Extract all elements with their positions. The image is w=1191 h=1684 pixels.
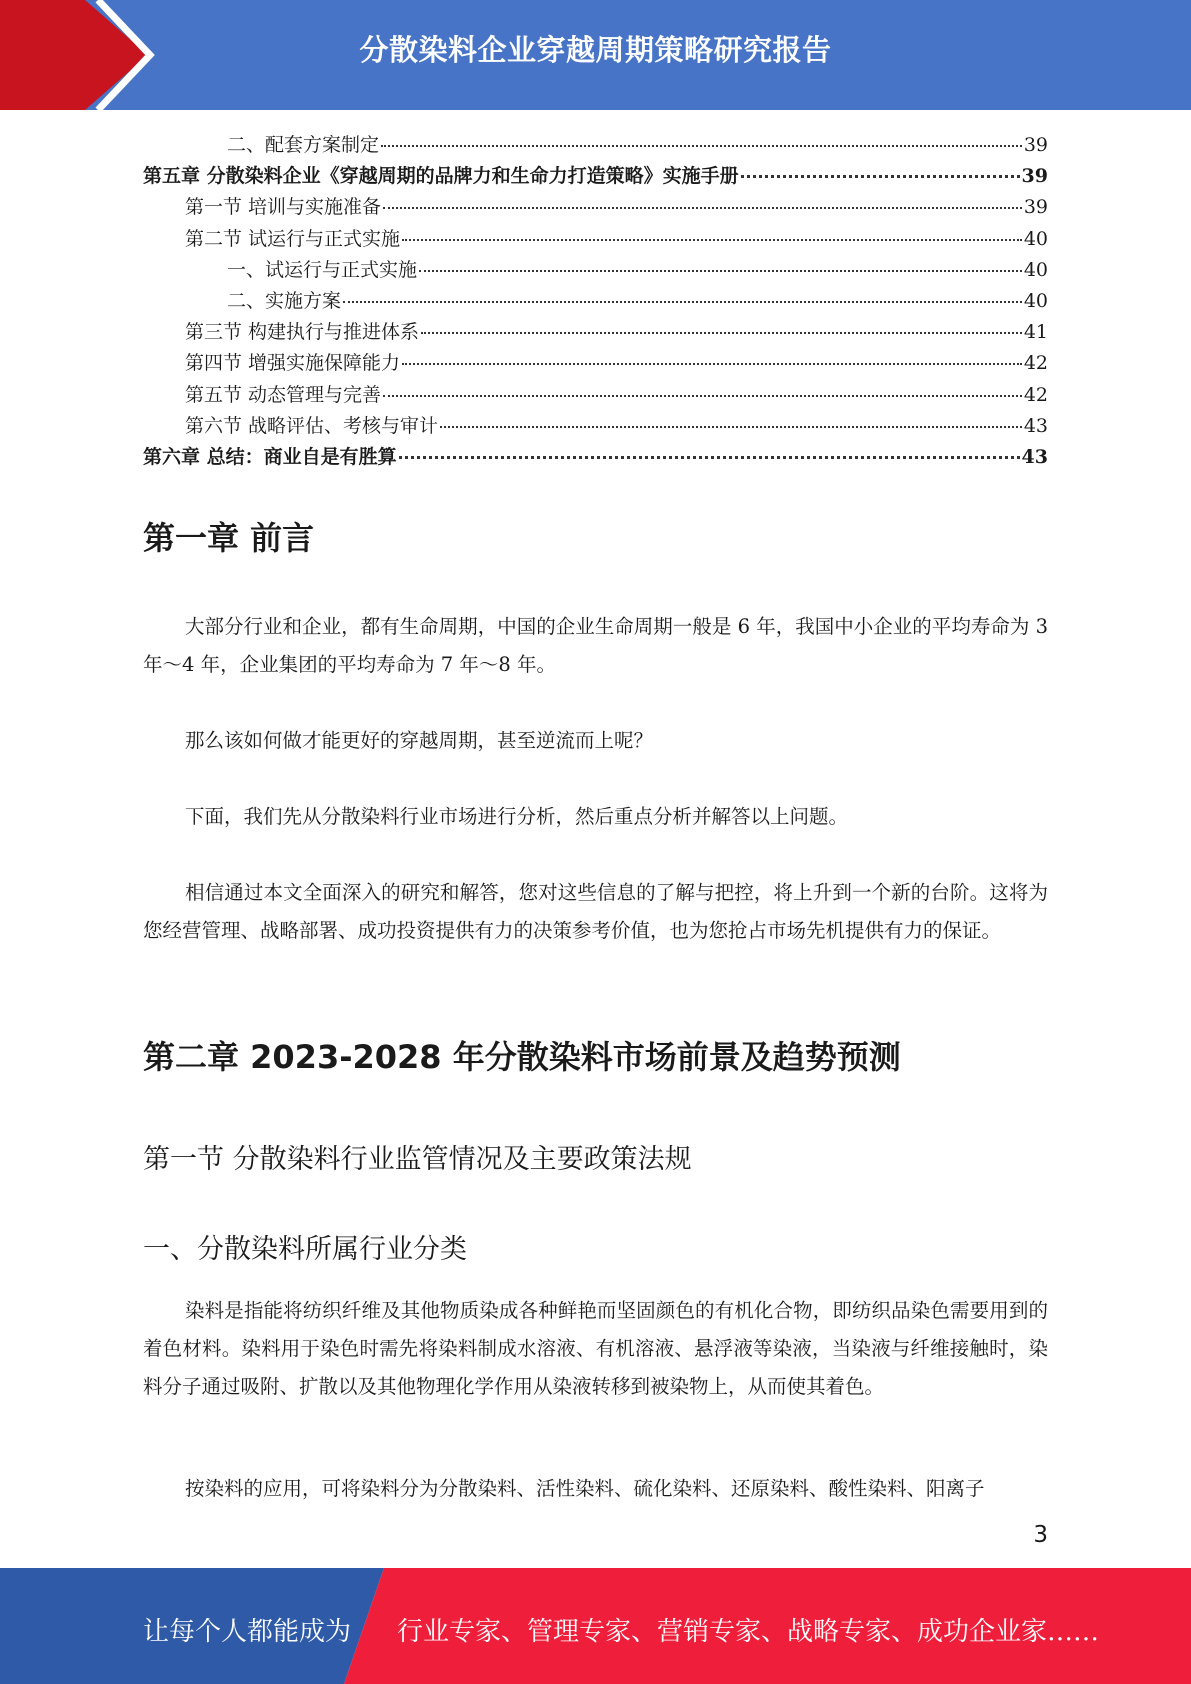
toc-entry-title: 二、实施方案 [227, 289, 342, 312]
toc-entry[interactable] [143, 224, 1048, 255]
toc-entry[interactable] [143, 317, 1048, 348]
page-footer [0, 1568, 1191, 1684]
toc-leader-dots [402, 239, 1022, 241]
toc-entry-page: 42 [1023, 383, 1048, 406]
body-paragraph: 相信通过本文全面深入的研究和解答，您对这些信息的了解与把控，将上升到一个新的台阶。这将为您经营管理、战略部署、成功投资提供有力的决策参考价值，也为您抢占市场先机提供有力的保证。 [143, 881, 1048, 942]
toc-leader-dots [399, 456, 1020, 459]
toc-leader-dots [402, 363, 1022, 365]
toc-entry[interactable] [143, 348, 1048, 379]
toc-entry[interactable] [143, 442, 1048, 473]
toc-leader-dots [383, 207, 1022, 209]
toc-entry[interactable] [143, 255, 1048, 286]
toc-entry-title: 第五章 分散染料企业《穿越周期的品牌力和生命力打造策略》实施手册 [143, 165, 739, 188]
toc-entry-page: 40 [1023, 289, 1048, 312]
section-heading: 第一节 分散染料行业监管情况及主要政策法规 [143, 1144, 692, 1175]
toc-leader-dots [381, 145, 1022, 147]
toc-entry[interactable] [143, 411, 1048, 442]
body-paragraph: 大部分行业和企业，都有生命周期，中国的企业生命周期一般是 6 年，我国中小企业的平均寿命为 3 年～4 年，企业集团的平均寿命为 7 年～8 年。 [143, 615, 1048, 676]
toc-leader-dots [383, 395, 1022, 397]
toc-entry-title: 第三节 构建执行与推进体系 [185, 321, 420, 344]
toc-entry-title: 第六节 战略评估、考核与审计 [185, 414, 439, 437]
body-paragraph: 染料是指能将纺织纤维及其他物质染成各种鲜艳而坚固颜色的有机化合物，即纺织品染色需要用到的着色材料。染料用于染色时需先将染料制成水溶液、有机溶液、悬浮液等染液，当染液与纤维接触时，染料分子通过吸附、扩散以及其他物理化学作用从染液转移到被染物上，从而使其着色。 [143, 1299, 1048, 1398]
chapter-heading: 第一章 前言 [143, 519, 315, 557]
footer-slogan-right: 行业专家、管理专家、营销专家、战略专家、成功企业家…… [397, 1617, 1100, 1647]
table-of-contents [143, 130, 1048, 473]
toc-entry-page: 39 [1023, 134, 1048, 156]
page-number: 3 [1033, 1522, 1048, 1548]
report-title: 分散染料企业穿越周期策略研究报告 [359, 33, 832, 67]
toc-entry-page: 42 [1023, 352, 1048, 375]
toc-entry[interactable] [143, 161, 1048, 192]
toc-entry-page: 39 [1023, 196, 1048, 219]
body-paragraph: 按染料的应用，可将染料分为分散染料、活性染料、硫化染料、还原染料、酸性染料、阳离子 [185, 1477, 985, 1500]
toc-entry-page: 41 [1023, 321, 1048, 344]
toc-entry-title: 第一节 培训与实施准备 [185, 196, 382, 219]
toc-leader-dots [343, 301, 1022, 303]
body-paragraph: 下面，我们先从分散染料行业市场进行分析，然后重点分析并解答以上问题。 [185, 805, 849, 828]
toc-entry-title: 第二节 试运行与正式实施 [185, 227, 401, 250]
toc-entry[interactable] [143, 380, 1048, 411]
toc-entry-title: 第五节 动态管理与完善 [185, 383, 382, 406]
toc-entry-title: 第四节 增强实施保障能力 [185, 352, 401, 375]
toc-entry[interactable] [143, 130, 1048, 161]
toc-entry[interactable] [143, 286, 1048, 317]
toc-leader-dots [741, 175, 1020, 178]
toc-leader-dots [421, 332, 1022, 334]
toc-entry-title: 第六章 总结：商业自是有胜算 [143, 445, 397, 468]
toc-entry-title: 二、配套方案制定 [227, 134, 380, 156]
toc-entry[interactable] [143, 192, 1048, 223]
toc-entry-page: 40 [1023, 258, 1048, 281]
toc-entry-title: 一、试运行与正式实施 [227, 258, 418, 281]
footer-slogan-left: 让每个人都能成为 [143, 1617, 352, 1647]
toc-entry-page: 39 [1021, 165, 1048, 188]
toc-entry-page: 43 [1021, 445, 1048, 468]
toc-leader-dots [419, 270, 1022, 272]
body-paragraph: 那么该如何做才能更好的穿越周期，甚至逆流而上呢？ [185, 729, 654, 752]
page-header [0, 0, 1191, 110]
toc-leader-dots [440, 426, 1022, 428]
chapter-heading: 第二章 2023-2028 年分散染料市场前景及趋势预测 [143, 1038, 901, 1076]
toc-entry-page: 40 [1023, 227, 1048, 250]
subsection-heading: 一、分散染料所属行业分类 [143, 1234, 467, 1265]
toc-entry-page: 43 [1023, 414, 1048, 437]
